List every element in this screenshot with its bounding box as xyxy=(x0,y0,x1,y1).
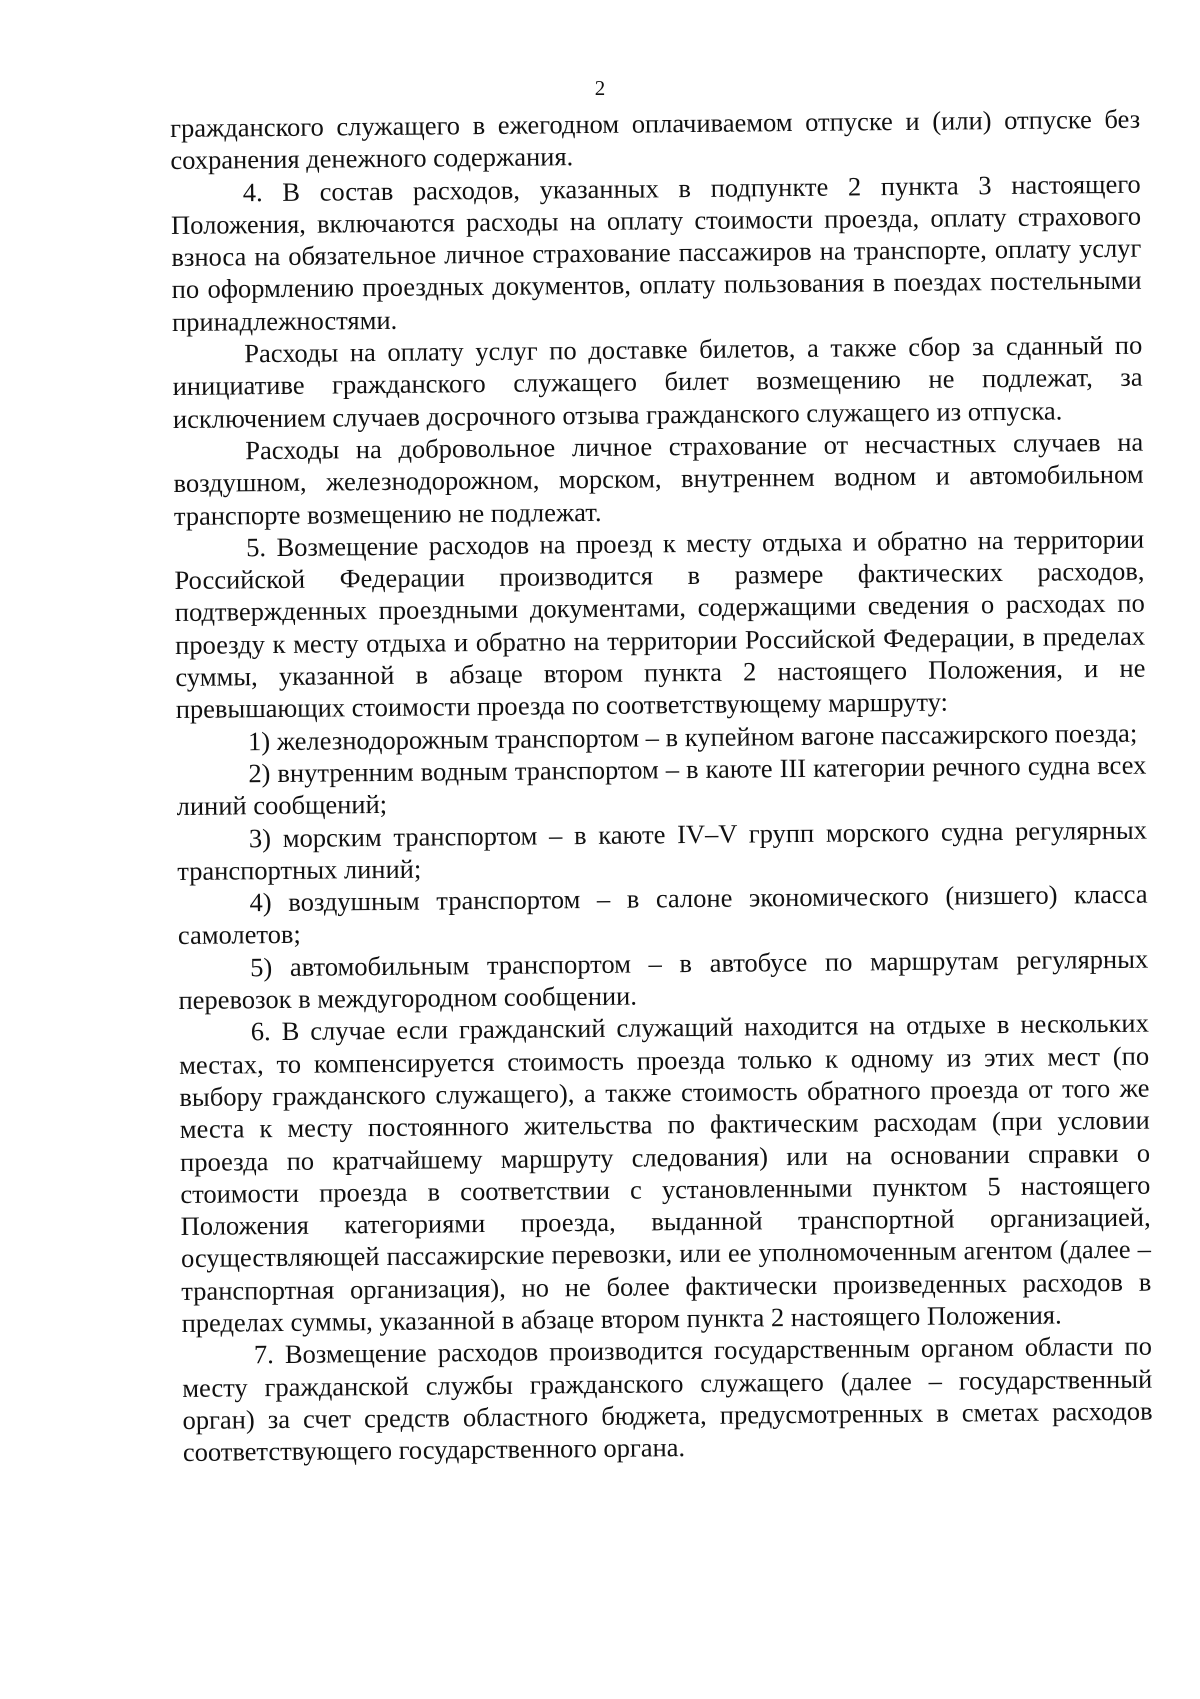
list-item-road: 5) автомобильным транспортом – в автобусе по маршрутам регулярных перевозок в междугородном сообщении. xyxy=(178,943,1149,1015)
list-item-sea: 3) морским транспортом – в каюте IV–V групп морского судна регулярных транспортных линий; xyxy=(177,814,1148,886)
paragraph-clause-6: 6. В случае если гражданский служащий находится на отдыхе в нескольких местах, то компенсируется стоимость проезда только к одному из этих мест (по выбору гражданского служащего), а также стоимость обратного проезда от того же места к месту постоянного жительства по фактическим расходам (при условии проезда по кратчайшему маршруту следования) или на основании справки о стоимости проезда в соответствии с установленными пунктом 5 настоящего Положения категориями проезда, выданной транспортной организацией, осуществляющей пассажирские перевозки, или ее уполномоченным агентом (далее – транспортная организация), но не более фактически произведенных расходов в пределах суммы, указанной в абзаце втором пункта 2 настоящего Положения. xyxy=(179,1007,1152,1338)
paragraph-clause-4-insurance: Расходы на добровольное личное страхование от несчастных случаев на воздушном, железнодорожном, морском, внутреннем водном и автомобильном транспорте возмещению не подлежат. xyxy=(173,426,1144,531)
list-item-river: 2) внутренним водным транспортом – в каюте III категории речного судна всех линий сообщений; xyxy=(176,749,1147,822)
paragraph-clause-4-delivery: Расходы на оплату услуг по доставке билетов, а также сбор за сданный по инициативе гражданского служащего билет возмещению не подлежат, за исключением случаев досрочного отзыва гражданского служащего из отпуска. xyxy=(172,329,1143,434)
document-body xyxy=(170,103,1153,1469)
paragraph-clause-4: 4. В состав расходов, указанных в подпункте 2 пункта 3 настоящего Положения, включаются расходы на оплату стоимости проезда, оплату страхового взноса на обязательное личное страхование пассажиров на транспорте, оплату услуг по оформлению проездных документов, оплату пользования в поездах постельными принадлежностями. xyxy=(170,168,1142,337)
paragraph-clause-5: 5. Возмещение расходов на проезд к месту отдыха и обратно на территории Российской Федерации производится в размере фактических расходов, подтвержденных проездными документами, содержащими сведения о расходах по проезду к месту отдыха и обратно на территории Российской Федерации, в пределах суммы, указанной в абзаце втором пункта 2 настоящего Положения, и не превышающих стоимости проезда по соответствующему маршруту: xyxy=(174,523,1146,725)
list-item-air: 4) воздушным транспортом – в салоне экономического (низшего) класса самолетов; xyxy=(177,878,1148,951)
list-item-rail: 1) железнодорожным транспортом – в купейном вагоне пассажирского поезда; xyxy=(247,717,1138,756)
paragraph-continuation: гражданского служащего в ежегодном оплачиваемом отпуске и (или) отпуске без сохранения денежного содержания. xyxy=(170,103,1141,176)
page-number: 2 xyxy=(594,76,606,100)
paragraph-clause-7: 7. Возмещение расходов производится государственным органом области по месту гражданской службы гражданского служащего (далее – государственный орган) за счет средств областного бюджета, предусмотренных в сметах расходов соответствующего государственного органа. xyxy=(182,1330,1153,1468)
